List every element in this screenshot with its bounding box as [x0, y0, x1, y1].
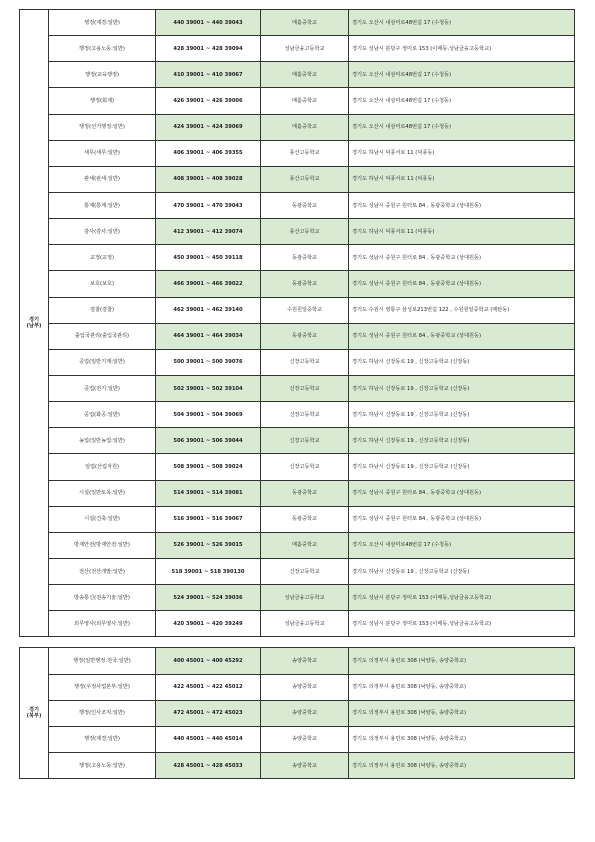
school-cell: 동광중학교: [261, 271, 349, 297]
exam-number-cell: 524 39001 ~ 524 39036: [156, 585, 261, 611]
job-cell: 행정(재경:일반): [49, 10, 156, 36]
school-cell: 송양중학교: [261, 726, 349, 752]
address-cell: 경기도 오산시 내삼미로48번길 17 (수청동): [349, 532, 575, 558]
job-cell: 방송통신(전송기술:일반): [49, 585, 156, 611]
address-cell: 경기도 하남시 신장동로 19 , 신장고등학교 (신장동): [349, 375, 575, 401]
table-row: [20, 192, 575, 218]
school-cell: 매홀중학교: [261, 532, 349, 558]
separator-cell: [20, 637, 575, 648]
region-cell: 경기 (북부): [20, 648, 49, 779]
exam-number-cell: 508 39001 ~ 508 39024: [156, 454, 261, 480]
address-cell: 경기도 하남시 신장동로 19 , 신장고등학교 (신장동): [349, 428, 575, 454]
table-row: [20, 402, 575, 428]
job-cell: 보호(보호): [49, 271, 156, 297]
school-cell: 동광중학교: [261, 245, 349, 271]
table-row: [20, 700, 575, 726]
region-cell: 경기 (남부): [20, 10, 49, 637]
job-cell: 농업(일반농업:일반): [49, 428, 156, 454]
school-cell: 동광중학교: [261, 192, 349, 218]
job-cell: 전산(전산개발:일반): [49, 558, 156, 584]
address-cell: 경기도 하남시 신장동로 19 , 신장고등학교 (신장동): [349, 402, 575, 428]
table-row: [20, 219, 575, 245]
exam-number-cell: 516 39001 ~ 516 39067: [156, 506, 261, 532]
address-cell: 경기도 성남시 분당구 정미로 153 (이매동,성남금융고등학교): [349, 611, 575, 637]
exam-number-cell: 420 39001 ~ 420 39249: [156, 611, 261, 637]
table-row: [20, 454, 575, 480]
school-cell: 송양중학교: [261, 700, 349, 726]
table-row: [20, 10, 575, 36]
job-cell: 공업(화공:일반): [49, 402, 156, 428]
address-cell: 경기도 하남시 덕풍서로 11 (덕풍동): [349, 166, 575, 192]
section-separator: [20, 637, 575, 648]
job-cell: 외무영사(외무영사:일반): [49, 611, 156, 637]
address-cell: 경기도 의정부시 용민로 308 (낙양동, 송양중학교): [349, 674, 575, 700]
address-cell: 경기도 오산시 내삼미로48번길 17 (수청동): [349, 62, 575, 88]
table-row: [20, 532, 575, 558]
table-row: [20, 88, 575, 114]
table-row: [20, 726, 575, 752]
exam-number-cell: 400 45001 ~ 400 45292: [156, 648, 261, 674]
job-cell: 행정(인사조직:일반): [49, 700, 156, 726]
table-row: [20, 674, 575, 700]
school-cell: 신장고등학교: [261, 349, 349, 375]
address-cell: 경기도 하남시 신장동로 19 , 신장고등학교 (신장동): [349, 454, 575, 480]
exam-number-cell: 502 39001 ~ 502 39104: [156, 375, 261, 401]
address-cell: 경기도 의정부시 용민로 308 (낙양동, 송양중학교): [349, 648, 575, 674]
table-body: [20, 10, 575, 779]
address-cell: 경기도 하남시 덕풍서로 11 (덕풍동): [349, 140, 575, 166]
exam-number-cell: 462 39001 ~ 462 39140: [156, 297, 261, 323]
job-cell: 행정(회계): [49, 88, 156, 114]
job-cell: 행정(우정사업본부:일반): [49, 674, 156, 700]
school-cell: 동광중학교: [261, 480, 349, 506]
school-cell: 풍산고등학교: [261, 140, 349, 166]
address-cell: 경기도 성남시 중원구 원터로 84 , 동광중학교 (상대원동): [349, 192, 575, 218]
exam-number-cell: 450 39001 ~ 450 39118: [156, 245, 261, 271]
table-row: [20, 611, 575, 637]
address-cell: 경기도 성남시 중원구 원터로 84 , 동광중학교 (상대원동): [349, 245, 575, 271]
school-cell: 송양중학교: [261, 648, 349, 674]
school-cell: 성남금융고등학교: [261, 36, 349, 62]
address-cell: 경기도 성남시 분당구 정미로 153 (이매동,성남금융고등학교): [349, 585, 575, 611]
job-cell: 검찰(검찰): [49, 297, 156, 323]
exam-number-cell: 466 39001 ~ 466 39022: [156, 271, 261, 297]
table-row: [20, 506, 575, 532]
address-cell: 경기도 의정부시 용민로 308 (낙양동, 송양중학교): [349, 752, 575, 778]
job-cell: 시설(일반토목:일반): [49, 480, 156, 506]
job-cell: 출입국관리(출입국관리): [49, 323, 156, 349]
exam-number-cell: 408 39001 ~ 408 39028: [156, 166, 261, 192]
school-cell: 매홀중학교: [261, 62, 349, 88]
job-cell: 공업(전기:일반): [49, 375, 156, 401]
job-cell: 행정(재경:일반): [49, 726, 156, 752]
job-cell: 행정(선거행정:일반): [49, 114, 156, 140]
table-row: [20, 323, 575, 349]
table-row: [20, 428, 575, 454]
exam-number-cell: 518 39001 ~ 518 390130: [156, 558, 261, 584]
table-row: [20, 480, 575, 506]
job-cell: 감사(감사:일반): [49, 219, 156, 245]
table-row: [20, 297, 575, 323]
address-cell: 경기도 성남시 중원구 원터로 84 , 동광중학교 (상대원동): [349, 271, 575, 297]
address-cell: 경기도 성남시 중원구 원터로 84 , 동광중학교 (상대원동): [349, 323, 575, 349]
address-cell: 경기도 하남시 덕풍서로 11 (덕풍동): [349, 219, 575, 245]
school-cell: 매홀중학교: [261, 88, 349, 114]
job-cell: 공업(일반기계:일반): [49, 349, 156, 375]
job-cell: 행정(고용노동:일반): [49, 36, 156, 62]
exam-number-cell: 428 39001 ~ 428 39094: [156, 36, 261, 62]
job-cell: 행정(고용노동:일반): [49, 752, 156, 778]
exam-number-cell: 514 39001 ~ 514 39081: [156, 480, 261, 506]
table-row: [20, 271, 575, 297]
school-cell: 송양중학교: [261, 674, 349, 700]
exam-number-cell: 428 45001 ~ 428 45033: [156, 752, 261, 778]
address-cell: 경기도 하남시 신장동로 19 , 신장고등학교 (신장동): [349, 558, 575, 584]
exam-number-cell: 406 39001 ~ 406 39355: [156, 140, 261, 166]
school-cell: 풍산고등학교: [261, 219, 349, 245]
exam-number-cell: 422 45001 ~ 422 45012: [156, 674, 261, 700]
table-row: [20, 245, 575, 271]
table-row: [20, 648, 575, 674]
job-cell: 행정(교육행정): [49, 62, 156, 88]
job-cell: 관세(관세:일반): [49, 166, 156, 192]
job-cell: 통계(통계:일반): [49, 192, 156, 218]
school-cell: 동광중학교: [261, 323, 349, 349]
job-cell: 세무(세무:일반): [49, 140, 156, 166]
school-cell: 신장고등학교: [261, 428, 349, 454]
address-cell: 경기도 하남시 신장동로 19 , 신장고등학교 (신장동): [349, 349, 575, 375]
table-row: [20, 752, 575, 778]
address-cell: 경기도 수원시 영통구 삼성로213번길 122 , 수원원일중학교 (매탄동): [349, 297, 575, 323]
school-cell: 신장고등학교: [261, 375, 349, 401]
address-cell: 경기도 오산시 내삼미로48번길 17 (수청동): [349, 114, 575, 140]
table-row: [20, 62, 575, 88]
exam-number-cell: 470 39001 ~ 470 39043: [156, 192, 261, 218]
job-cell: 임업(산림자원): [49, 454, 156, 480]
exam-number-cell: 504 39001 ~ 504 39069: [156, 402, 261, 428]
exam-number-cell: 464 39001 ~ 464 39034: [156, 323, 261, 349]
address-cell: 경기도 성남시 분당구 정미로 153 (이매동,성남금융고등학교): [349, 36, 575, 62]
table-row: [20, 36, 575, 62]
address-cell: 경기도 의정부시 용민로 308 (낙양동, 송양중학교): [349, 726, 575, 752]
school-cell: 수원원일중학교: [261, 297, 349, 323]
exam-number-cell: 440 45001 ~ 440 45014: [156, 726, 261, 752]
address-cell: 경기도 의정부시 용민로 308 (낙양동, 송양중학교): [349, 700, 575, 726]
table-row: [20, 349, 575, 375]
exam-number-cell: 412 39001 ~ 412 39074: [156, 219, 261, 245]
exam-number-cell: 440 39001 ~ 440 39043: [156, 10, 261, 36]
table-row: [20, 585, 575, 611]
address-cell: 경기도 오산시 내삼미로48번길 17 (수청동): [349, 88, 575, 114]
table-row: [20, 114, 575, 140]
job-cell: 행정(일반행정:전국:일반): [49, 648, 156, 674]
job-cell: 방재안전(방재안전:일반): [49, 532, 156, 558]
table-row: [20, 375, 575, 401]
address-cell: 경기도 성남시 중원구 원터로 84 , 동광중학교 (상대원동): [349, 480, 575, 506]
table-row: [20, 166, 575, 192]
table-row: [20, 140, 575, 166]
school-cell: 매홀중학교: [261, 114, 349, 140]
exam-venue-table: [19, 9, 575, 779]
address-cell: 경기도 성남시 중원구 원터로 84 , 동광중학교 (상대원동): [349, 506, 575, 532]
job-cell: 시설(건축:일반): [49, 506, 156, 532]
school-cell: 동광중학교: [261, 506, 349, 532]
table-row: [20, 558, 575, 584]
exam-number-cell: 526 39001 ~ 526 39015: [156, 532, 261, 558]
exam-number-cell: 426 39001 ~ 426 39006: [156, 88, 261, 114]
exam-number-cell: 506 39001 ~ 506 39044: [156, 428, 261, 454]
school-cell: 성남금융고등학교: [261, 585, 349, 611]
school-cell: 성남금융고등학교: [261, 611, 349, 637]
school-cell: 송양중학교: [261, 752, 349, 778]
school-cell: 풍산고등학교: [261, 166, 349, 192]
job-cell: 교정(교정): [49, 245, 156, 271]
address-cell: 경기도 오산시 내삼미로48번길 17 (수청동): [349, 10, 575, 36]
school-cell: 신장고등학교: [261, 558, 349, 584]
exam-number-cell: 500 39001 ~ 500 39076: [156, 349, 261, 375]
exam-number-cell: 472 45001 ~ 472 45023: [156, 700, 261, 726]
school-cell: 신장고등학교: [261, 454, 349, 480]
school-cell: 신장고등학교: [261, 402, 349, 428]
exam-number-cell: 410 39001 ~ 410 39067: [156, 62, 261, 88]
school-cell: 매홀중학교: [261, 10, 349, 36]
exam-number-cell: 424 39001 ~ 424 39069: [156, 114, 261, 140]
